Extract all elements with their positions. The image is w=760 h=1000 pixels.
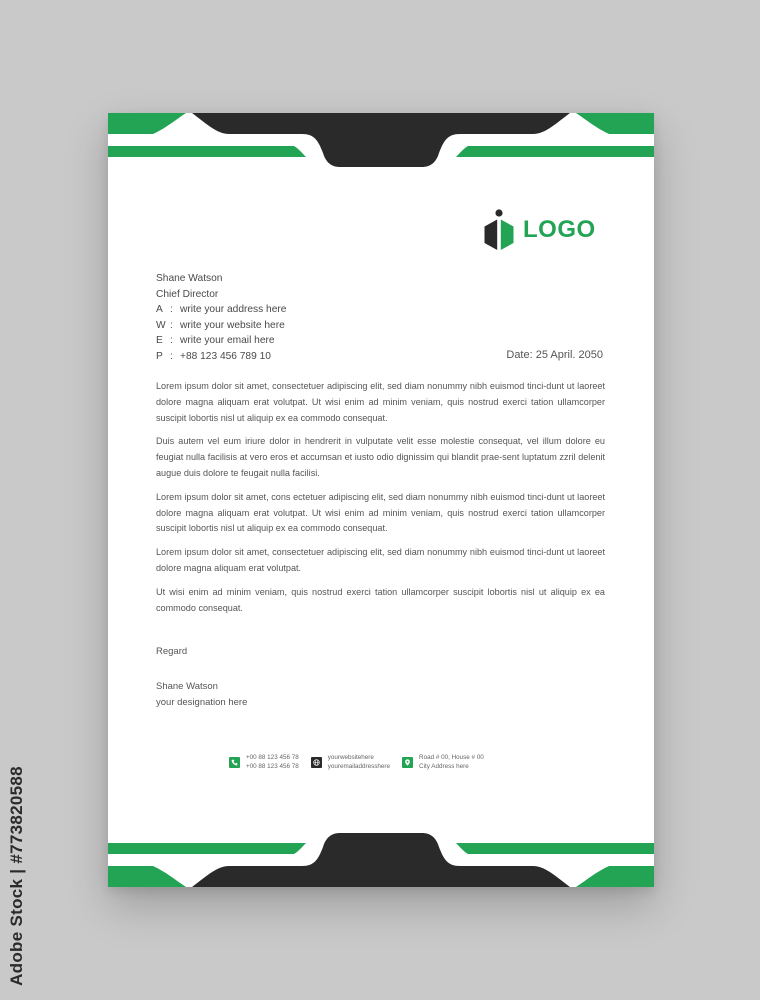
body-paragraph: Ut wisi enim ad minim veniam, quis nostrud exerci tation ullamcorper suscipit lobortis nisl ut aliquip ex ea commodo consequat. xyxy=(156,586,605,613)
contact-email xyxy=(156,333,286,349)
footer-contacts xyxy=(229,753,484,771)
contact-value: write your address here xyxy=(180,304,287,316)
phone-icon xyxy=(229,757,240,768)
sender-title: Chief Director xyxy=(156,288,219,300)
contact-phone xyxy=(156,349,286,365)
footer-phone-line1: +00 88 123 456 78 xyxy=(246,754,299,761)
contact-key: A xyxy=(156,304,163,316)
contact-address xyxy=(156,302,286,318)
signature-designation: your designation here xyxy=(156,696,248,708)
contact-colon: : xyxy=(170,304,173,316)
sender-name: Shane Watson xyxy=(156,273,223,284)
contact-key: E xyxy=(156,335,163,347)
body-paragraph: Duis autem vel eum iriure dolor in hendrerit in vulputate velit esse molestie consequat, vel illum dolore eu feugiat nulla facilisis at vero eros et accumsan et iusto odio dignissim qui blandit prae-sent luptatum zzril delenit augue duis dolore te feugait nulla facilisi. xyxy=(156,436,605,478)
footer-phone xyxy=(229,753,299,771)
contact-colon: : xyxy=(170,350,173,362)
header-decoration xyxy=(108,113,654,173)
contact-website xyxy=(156,318,286,334)
contact-key: P xyxy=(156,350,163,362)
footer-address-line1: Road # 00, House # 00 xyxy=(419,754,484,761)
stock-id-watermark xyxy=(2,760,32,992)
signature-block xyxy=(156,679,247,710)
contact-key: W xyxy=(156,319,166,331)
contact-value: +88 123 456 789 10 xyxy=(180,350,271,362)
contact-value: write your email here xyxy=(180,335,275,347)
footer-address-line2: City Address here xyxy=(419,763,469,770)
footer-web-line1: yourwebsitehere xyxy=(327,754,374,761)
logo-text: LOGO xyxy=(523,216,596,243)
sender-block xyxy=(156,271,286,365)
footer-decoration xyxy=(108,827,654,887)
signature-name: Shane Watson xyxy=(156,681,218,692)
letterhead-sheet xyxy=(108,113,654,887)
hexagon-logo-icon xyxy=(483,209,515,251)
contact-value: write your website here xyxy=(180,319,285,331)
location-pin-icon xyxy=(402,757,413,768)
footer-address xyxy=(402,753,484,771)
contact-colon: : xyxy=(170,335,173,347)
body-paragraph: Lorem ipsum dolor sit amet, consectetuer adipiscing elit, sed diam nonummy nibh euismod tinci-dunt ut laoreet dolore magna aliquam erat volutpat. xyxy=(156,547,605,573)
globe-icon xyxy=(311,757,322,768)
body-paragraph: Lorem ipsum dolor sit amet, cons ectetuer adipiscing elit, sed diam nonummy nibh euismod tinci-dunt ut laoreet dolore magna aliquam erat volutpat. Ut wisi enim ad minim veniam, quis nostrud exerci tation ullamcorper suscipit lobortis nisl ut aliquip ex ea commodo consequat. xyxy=(156,491,605,534)
closing-text: Regard xyxy=(156,646,188,657)
contact-colon: : xyxy=(170,319,173,331)
footer-phone-line2: +00 88 123 456 78 xyxy=(246,763,299,770)
company-logo xyxy=(483,209,596,251)
stock-id-text: Adobe Stock | #773820588 xyxy=(7,766,26,986)
footer-web xyxy=(311,753,390,771)
footer-web-line2: youremailaddresshere xyxy=(327,763,391,770)
letter-body xyxy=(156,379,605,624)
body-paragraph: Lorem ipsum dolor sit amet, consectetuer adipiscing elit, sed diam nonummy nibh euismod tinci-dunt ut laoreet dolore magna aliquam erat volutpat. Ut wisi enim ad minim veniam, quis nostrud exerci tation ullamcorper suscipit lobortis nisl ut aliquip ex ea commodo consequat. xyxy=(156,381,605,423)
letter-date: Date: 25 April. 2050 xyxy=(506,349,603,361)
